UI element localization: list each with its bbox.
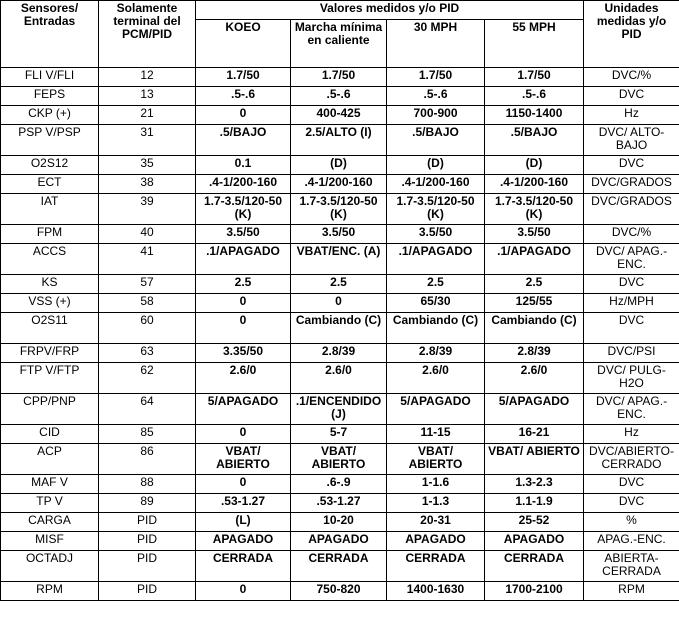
terminal-cell: PID — [99, 582, 196, 601]
mph30-value: 1-1.3 — [387, 494, 485, 513]
terminal-cell: 31 — [99, 125, 196, 156]
unit-cell: DVC — [584, 275, 679, 294]
sensor-name: RPM — [1, 582, 99, 601]
idle-value: .1/ENCENDIDO (J) — [291, 394, 387, 425]
terminal-cell: 89 — [99, 494, 196, 513]
unit-cell: DVC/ PULG-H2O — [584, 363, 679, 394]
mph55-value: APAGADO — [485, 532, 584, 551]
header-55mph: 55 MPH — [485, 20, 584, 68]
mph55-value: VBAT/ ABIERTO — [485, 444, 584, 475]
koeo-value: 0 — [196, 106, 291, 125]
idle-value: 1.7/50 — [291, 68, 387, 87]
terminal-cell: PID — [99, 532, 196, 551]
mph55-value: .4-1/200-160 — [485, 175, 584, 194]
unit-cell: DVC — [584, 313, 679, 344]
mph30-value: 2.8/39 — [387, 344, 485, 363]
mph30-value: .5/BAJO — [387, 125, 485, 156]
idle-value: .6-.9 — [291, 475, 387, 494]
idle-value: 750-820 — [291, 582, 387, 601]
terminal-cell: 13 — [99, 87, 196, 106]
terminal-cell: 88 — [99, 475, 196, 494]
unit-cell: DVC/% — [584, 68, 679, 87]
koeo-value: .5-.6 — [196, 87, 291, 106]
mph55-value: 1.7-3.5/120-50 (K) — [485, 194, 584, 225]
table-row — [1, 582, 679, 601]
table-row — [1, 313, 679, 344]
sensor-name: CARGA — [1, 513, 99, 532]
header-measured-values: Valores medidos y/o PID — [196, 1, 584, 20]
mph55-value: (D) — [485, 156, 584, 175]
mph55-value: 3.5/50 — [485, 225, 584, 244]
mph55-value: 1.1-1.9 — [485, 494, 584, 513]
sensor-name: CKP (+) — [1, 106, 99, 125]
terminal-cell: PID — [99, 551, 196, 582]
idle-value: .4-1/200-160 — [291, 175, 387, 194]
koeo-value: VBAT/ ABIERTO — [196, 444, 291, 475]
mph55-value: .1/APAGADO — [485, 244, 584, 275]
sensor-name: FLI V/FLI — [1, 68, 99, 87]
mph55-value: 1.3-2.3 — [485, 475, 584, 494]
koeo-value: 1.7/50 — [196, 68, 291, 87]
idle-value: (D) — [291, 156, 387, 175]
mph30-value: 700-900 — [387, 106, 485, 125]
idle-value: 1.7-3.5/120-50 (K) — [291, 194, 387, 225]
unit-cell: DVC/ APAG.-ENC. — [584, 244, 679, 275]
sensor-name: CPP/PNP — [1, 394, 99, 425]
koeo-value: 0 — [196, 475, 291, 494]
header-terminal: Solamente terminal del PCM/PID — [99, 1, 196, 68]
terminal-cell: 41 — [99, 244, 196, 275]
sensor-name: ECT — [1, 175, 99, 194]
koeo-value: 0 — [196, 425, 291, 444]
mph30-value: 2.6/0 — [387, 363, 485, 394]
table-row — [1, 551, 679, 582]
table-row — [1, 225, 679, 244]
table-row — [1, 275, 679, 294]
idle-value: Cambiando (C) — [291, 313, 387, 344]
idle-value: 2.6/0 — [291, 363, 387, 394]
idle-value: 400-425 — [291, 106, 387, 125]
sensor-name: FPM — [1, 225, 99, 244]
sensor-name: VSS (+) — [1, 294, 99, 313]
terminal-cell: 40 — [99, 225, 196, 244]
table-row — [1, 175, 679, 194]
mph55-value: Cambiando (C) — [485, 313, 584, 344]
idle-value: APAGADO — [291, 532, 387, 551]
sensor-name: FEPS — [1, 87, 99, 106]
koeo-value: 3.35/50 — [196, 344, 291, 363]
terminal-cell: 60 — [99, 313, 196, 344]
mph30-value: 1.7/50 — [387, 68, 485, 87]
idle-value: 2.8/39 — [291, 344, 387, 363]
koeo-value: .1/APAGADO — [196, 244, 291, 275]
mph30-value: 5/APAGADO — [387, 394, 485, 425]
koeo-value: 2.6/0 — [196, 363, 291, 394]
koeo-value: 2.5 — [196, 275, 291, 294]
mph30-value: 11-15 — [387, 425, 485, 444]
mph55-value: 25-52 — [485, 513, 584, 532]
terminal-cell: 12 — [99, 68, 196, 87]
unit-cell: DVC/ ALTO-BAJO — [584, 125, 679, 156]
table-body — [1, 68, 679, 601]
unit-cell: DVC — [584, 475, 679, 494]
unit-cell: APAG.-ENC. — [584, 532, 679, 551]
idle-value: 2.5/ALTO (I) — [291, 125, 387, 156]
table-row — [1, 244, 679, 275]
mph55-value: 125/55 — [485, 294, 584, 313]
mph30-value: .4-1/200-160 — [387, 175, 485, 194]
idle-value: 10-20 — [291, 513, 387, 532]
header-idle: Marcha mínima en caliente — [291, 20, 387, 68]
idle-value: .5-.6 — [291, 87, 387, 106]
mph55-value: 2.5 — [485, 275, 584, 294]
table-row — [1, 87, 679, 106]
mph30-value: (D) — [387, 156, 485, 175]
mph55-value: 2.8/39 — [485, 344, 584, 363]
terminal-cell: 64 — [99, 394, 196, 425]
table-row — [1, 475, 679, 494]
unit-cell: DVC/PSI — [584, 344, 679, 363]
koeo-value: .53-1.27 — [196, 494, 291, 513]
mph30-value: VBAT/ ABIERTO — [387, 444, 485, 475]
table-row — [1, 425, 679, 444]
koeo-value: 1.7-3.5/120-50 (K) — [196, 194, 291, 225]
mph55-value: 5/APAGADO — [485, 394, 584, 425]
table-row — [1, 513, 679, 532]
header-30mph: 30 MPH — [387, 20, 485, 68]
table-row — [1, 444, 679, 475]
koeo-value: (L) — [196, 513, 291, 532]
unit-cell: Hz/MPH — [584, 294, 679, 313]
idle-value: CERRADA — [291, 551, 387, 582]
terminal-cell: 35 — [99, 156, 196, 175]
table-row — [1, 156, 679, 175]
mph30-value: 1-1.6 — [387, 475, 485, 494]
koeo-value: 0 — [196, 313, 291, 344]
koeo-value: CERRADA — [196, 551, 291, 582]
idle-value: VBAT/ENC. (A) — [291, 244, 387, 275]
sensor-name: IAT — [1, 194, 99, 225]
table-row — [1, 68, 679, 87]
terminal-cell: 58 — [99, 294, 196, 313]
koeo-value: 0 — [196, 294, 291, 313]
unit-cell: DVC — [584, 156, 679, 175]
mph30-value: APAGADO — [387, 532, 485, 551]
unit-cell: DVC/GRADOS — [584, 194, 679, 225]
unit-cell: % — [584, 513, 679, 532]
sensor-name: O2S12 — [1, 156, 99, 175]
header-koeo: KOEO — [196, 20, 291, 68]
unit-cell: DVC/GRADOS — [584, 175, 679, 194]
terminal-cell: 62 — [99, 363, 196, 394]
sensor-name: ACP — [1, 444, 99, 475]
terminal-cell: 57 — [99, 275, 196, 294]
table-row — [1, 532, 679, 551]
koeo-value: .5/BAJO — [196, 125, 291, 156]
mph55-value: 1700-2100 — [485, 582, 584, 601]
mph55-value: 16-21 — [485, 425, 584, 444]
table-row — [1, 344, 679, 363]
terminal-cell: 86 — [99, 444, 196, 475]
koeo-value: 0 — [196, 582, 291, 601]
unit-cell: DVC — [584, 494, 679, 513]
mph30-value: 1400-1630 — [387, 582, 485, 601]
koeo-value: .4-1/200-160 — [196, 175, 291, 194]
table-row — [1, 106, 679, 125]
mph30-value: 1.7-3.5/120-50 (K) — [387, 194, 485, 225]
mph30-value: .1/APAGADO — [387, 244, 485, 275]
unit-cell: Hz — [584, 106, 679, 125]
header-sensors: Sensores/ Entradas — [1, 1, 99, 68]
terminal-cell: PID — [99, 513, 196, 532]
mph55-value: 1.7/50 — [485, 68, 584, 87]
terminal-cell: 21 — [99, 106, 196, 125]
unit-cell: RPM — [584, 582, 679, 601]
table-row — [1, 194, 679, 225]
mph30-value: 2.5 — [387, 275, 485, 294]
koeo-value: 3.5/50 — [196, 225, 291, 244]
mph30-value: 20-31 — [387, 513, 485, 532]
koeo-value: 0.1 — [196, 156, 291, 175]
sensor-name: TP V — [1, 494, 99, 513]
table-row — [1, 394, 679, 425]
table-row — [1, 125, 679, 156]
sensor-name: O2S11 — [1, 313, 99, 344]
mph30-value: Cambiando (C) — [387, 313, 485, 344]
mph30-value: 3.5/50 — [387, 225, 485, 244]
mph30-value: 65/30 — [387, 294, 485, 313]
sensor-name: OCTADJ — [1, 551, 99, 582]
mph55-value: .5-.6 — [485, 87, 584, 106]
idle-value: 2.5 — [291, 275, 387, 294]
unit-cell: DVC — [584, 87, 679, 106]
unit-cell: Hz — [584, 425, 679, 444]
sensor-name: MAF V — [1, 475, 99, 494]
mph55-value: .5/BAJO — [485, 125, 584, 156]
sensor-name: ACCS — [1, 244, 99, 275]
sensor-name: PSP V/PSP — [1, 125, 99, 156]
sensor-name: FTP V/FTP — [1, 363, 99, 394]
unit-cell: ABIERTA- CERRADA — [584, 551, 679, 582]
table-row — [1, 294, 679, 313]
idle-value: VBAT/ ABIERTO — [291, 444, 387, 475]
idle-value: 0 — [291, 294, 387, 313]
idle-value: .53-1.27 — [291, 494, 387, 513]
idle-value: 5-7 — [291, 425, 387, 444]
table-row — [1, 363, 679, 394]
terminal-cell: 63 — [99, 344, 196, 363]
terminal-cell: 85 — [99, 425, 196, 444]
terminal-cell: 38 — [99, 175, 196, 194]
unit-cell: DVC/% — [584, 225, 679, 244]
mph30-value: .5-.6 — [387, 87, 485, 106]
terminal-cell: 39 — [99, 194, 196, 225]
unit-cell: DVC/ABIERTO- CERRADO — [584, 444, 679, 475]
sensor-name: CID — [1, 425, 99, 444]
sensor-name: KS — [1, 275, 99, 294]
sensor-name: FRPV/FRP — [1, 344, 99, 363]
unit-cell: DVC/ APAG.-ENC. — [584, 394, 679, 425]
mph55-value: CERRADA — [485, 551, 584, 582]
koeo-value: APAGADO — [196, 532, 291, 551]
mph30-value: CERRADA — [387, 551, 485, 582]
mph55-value: 2.6/0 — [485, 363, 584, 394]
sensor-name: MISF — [1, 532, 99, 551]
idle-value: 3.5/50 — [291, 225, 387, 244]
table-row — [1, 494, 679, 513]
koeo-value: 5/APAGADO — [196, 394, 291, 425]
mph55-value: 1150-1400 — [485, 106, 584, 125]
header-units: Unidades medidas y/o PID — [584, 1, 679, 68]
